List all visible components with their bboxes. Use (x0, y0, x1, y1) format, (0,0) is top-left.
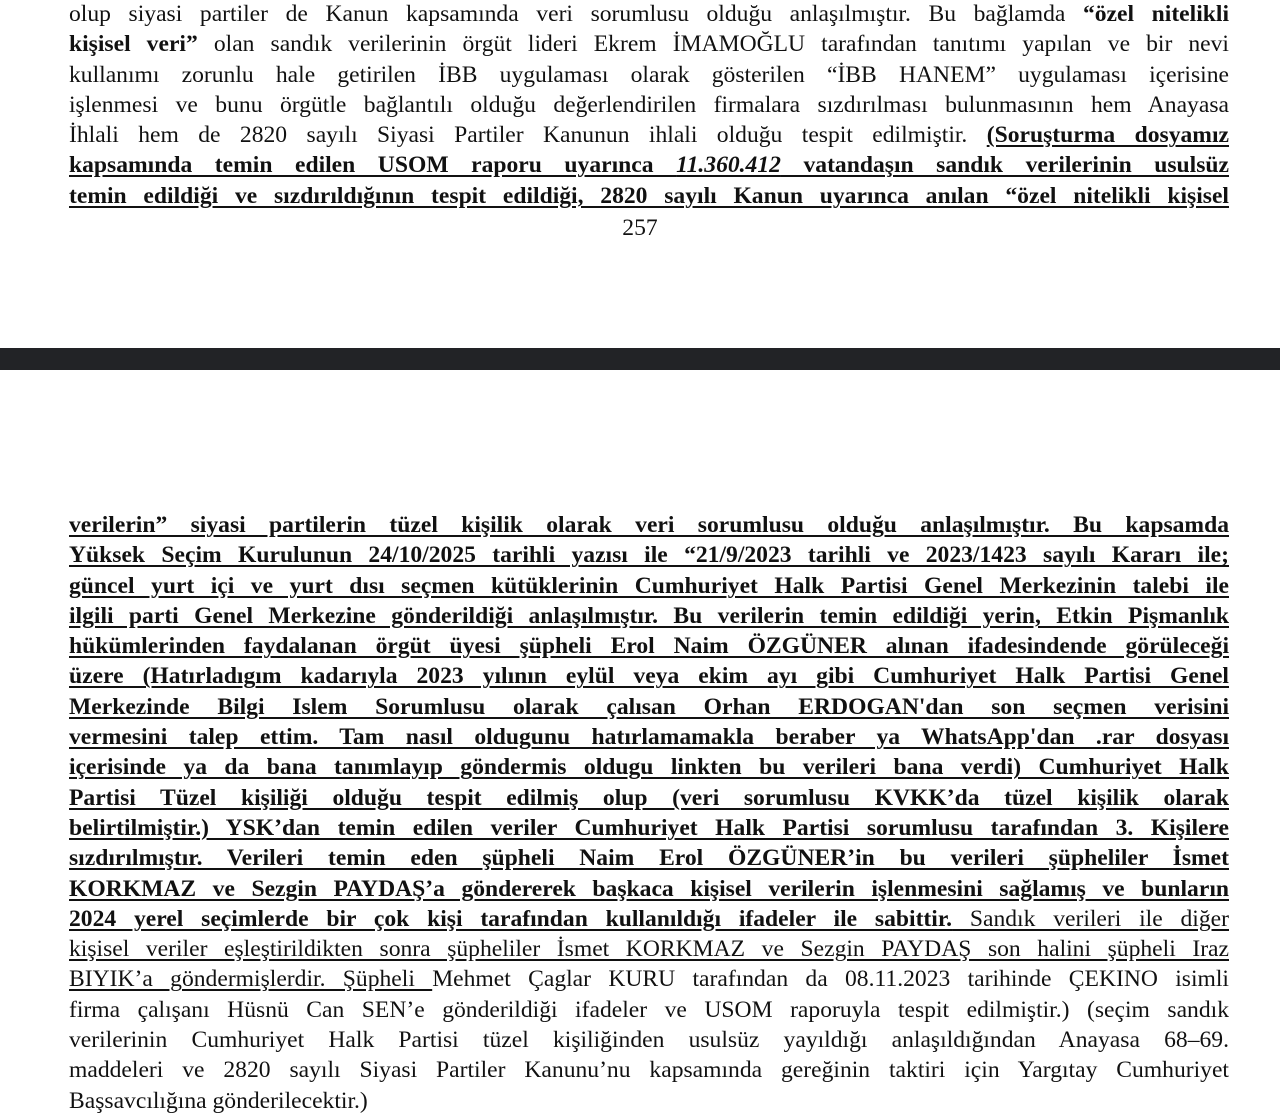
text-segment: Mehmet Çaglar KURU tarafından da 08.11.2023 tarihinde ÇEKINO isimli (432, 966, 1229, 993)
text-segment: kişisel veri” (69, 31, 198, 58)
text-segment: BIYIK’a göndermişlerdir. Şüpheli (69, 966, 433, 993)
text-segment: kullanımı zorunlu hale getirilen İBB uygulaması olarak gösterilen “İBB HANEM” uygulaması içerisine (69, 61, 1229, 88)
text-line (69, 904, 1229, 934)
text-segment: sızdırılmıştır. Verileri temin eden şüpheli Naim Erol ÖZGÜNER’in bu verileri şüpheliler İsmet (69, 845, 1229, 872)
text-segment: vermesini talep ettim. Tam nasıl oldugunu hatırlamamakla beraber ya WhatsApp'dan .rar dosyası (69, 724, 1229, 751)
text-line (69, 722, 1229, 752)
text-line (69, 60, 1229, 90)
upper-page-paragraph (69, 0, 1229, 211)
text-line (69, 601, 1229, 631)
text-segment: vatandaşın sandık verilerinin usulsüz (780, 152, 1229, 179)
text-line (69, 813, 1229, 843)
text-segment: 11.360.412 (676, 152, 781, 179)
document-page-lower (0, 370, 1280, 1116)
text-segment: Partisi Tüzel kişiliği olduğu tespit edilmiş olup (veri sorumlusu KVKK’da tüzel kişilik olarak (69, 784, 1229, 811)
text-line (69, 1025, 1229, 1055)
lower-page-paragraph (69, 510, 1229, 1116)
text-line (69, 571, 1229, 601)
text-segment: Sandık verileri ile diğer (952, 905, 1229, 932)
text-line (69, 1086, 1229, 1116)
document-page-upper (0, 0, 1280, 348)
text-segment: İhlali hem de 2820 sayılı Siyasi Partiler Kanunun ihlali olduğu tespit edilmiştir. (69, 122, 987, 149)
page-number: 257 (622, 215, 658, 241)
text-segment: olan sandık verilerinin örgüt lideri Ekrem İMAMOĞLU tarafından tanıtımı yapılan ve bir nevi (197, 31, 1229, 58)
text-segment: (Soruşturma dosyamız (986, 122, 1229, 149)
text-segment: ilgili parti Genel Merkezine gönderildiği anlaşılmıştır. Bu verilerin temin edildiği yerin, Etkin Pişmanlık (69, 602, 1229, 629)
text-segment: verilerin” siyasi partilerin tüzel kişilik olarak veri sorumlusu olduğu anlaşılmıştır. Bu kapsamda (69, 512, 1229, 538)
text-segment: 2024 yerel seçimlerde bir çok kişi tarafından kullanıldığı ifadeler ile sabittir. (69, 905, 953, 932)
text-line (69, 150, 1229, 180)
text-line (69, 29, 1229, 59)
text-segment: içerisinde ya da bana tanımlayıp göndermis oldugu linkten bu verileri bana verdi) Cumhuriyet Halk (69, 754, 1229, 781)
text-segment: kapsamında temin edilen USOM raporu uyarınca (69, 152, 677, 179)
text-segment: Merkezinde Bilgi Islem Sorumlusu olarak çalısan Orhan ERDOGAN'dan son seçmen verisini (69, 693, 1229, 720)
text-segment: Başsavcılığına gönderilecektir.) (69, 1087, 368, 1114)
text-segment: güncel yurt içi ve yurt dısı seçmen kütüklerinin Cumhuriyet Halk Partisi Genel Merkezinin talebi ile (69, 572, 1229, 599)
text-line (69, 540, 1229, 570)
text-line (69, 631, 1229, 661)
text-segment: Yüksek Seçim Kurulunun 24/10/2025 tarihli yazısı ile “21/9/2023 tarihli ve 2023/1423 sayılı Kararı ile; (69, 542, 1229, 569)
page-separator (0, 348, 1280, 370)
text-line (69, 0, 1229, 29)
text-line (69, 934, 1229, 964)
text-segment: belirtilmiştir.) YSK’dan temin edilen veriler Cumhuriyet Halk Partisi sorumlusu tarafından 3. Kişilere (69, 814, 1229, 841)
text-line (69, 752, 1229, 782)
text-line (69, 995, 1229, 1025)
text-line (69, 90, 1229, 120)
text-line (69, 1055, 1229, 1085)
text-line (69, 120, 1229, 150)
text-segment: kişisel veriler eşleştirildikten sonra şüpheliler İsmet KORKMAZ ve Sezgin PAYDAŞ son halini şüpheli Iraz (69, 936, 1229, 963)
text-line (69, 181, 1229, 211)
text-segment: işlenmesi ve bunu örgütle bağlantılı olduğu değerlendirilen firmalara sızdırılması bulunmasının hem Anayasa (69, 91, 1229, 118)
text-segment: firma çalışanı Hüsnü Can SEN’e gönderildiği ifadeler ve USOM raporuyla tespit edilmiştir.) (seçim sandık (69, 996, 1229, 1023)
text-segment: temin edildiği ve sızdırıldığının tespit edildiği, 2820 sayılı Kanun uyarınca anılan “özel nitelikli kişisel (69, 182, 1229, 209)
text-segment: verilerinin Cumhuriyet Halk Partisi tüzel kişiliğinden usulsüz yayıldığı anlaşıldığından Anayasa 68–69. (69, 1027, 1229, 1054)
text-segment: “özel nitelikli (1082, 1, 1229, 27)
text-line (69, 843, 1229, 873)
text-line (69, 964, 1229, 994)
text-line (69, 510, 1229, 540)
text-segment: KORKMAZ ve Sezgin PAYDAŞ’a göndererek başkaca kişisel verilerin işlenmesini sağlamış ve bunların (69, 875, 1229, 902)
text-segment: olup siyasi partiler de Kanun kapsamında veri sorumlusu olduğu anlaşılmıştır. Bu bağlamda (69, 1, 1083, 27)
text-line (69, 783, 1229, 813)
text-line (69, 692, 1229, 722)
text-segment: hükümlerinden faydalanan örgüt üyesi şüpheli Erol Naim ÖZGÜNER alınan ifadesindende görüleceği (69, 633, 1229, 660)
text-segment: üzere (Hatırladıgım kadarıyla 2023 yılının eylül veya ekim ayı gibi Cumhuriyet Halk Partisi Genel (69, 663, 1229, 690)
text-segment: maddeleri ve 2820 sayılı Siyasi Partiler Kanunu’nu kapsamında gereğinin taktiri için Yargıtay Cumhuriyet (69, 1057, 1229, 1084)
text-line (69, 661, 1229, 691)
text-line (69, 874, 1229, 904)
